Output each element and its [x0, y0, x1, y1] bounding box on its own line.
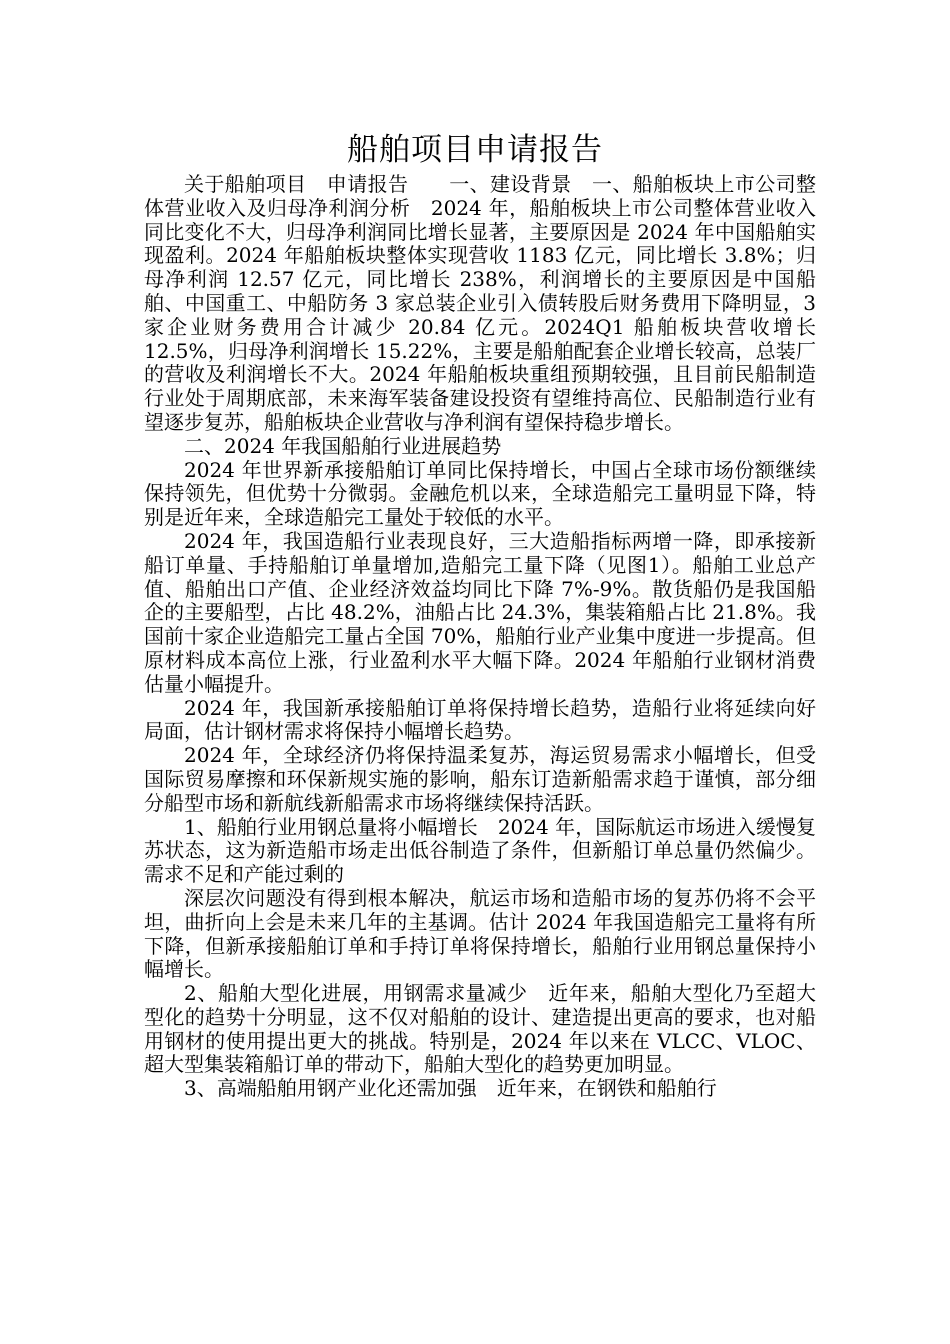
paragraph-3: 2024 年世界新承接船舶订单同比保持增长，中国占全球市场份额继续保持领先，但优势十分微弱。金融危机以来，全球造船完工量明显下降，特别是近年来，全球造船完工量处于较低的水平。 [144, 457, 816, 530]
paragraph-10: 3、高端船舶用钢产业化还需加强 近年来，在钢铁和船舶行 [184, 1076, 717, 1101]
paragraph-1: 关于船舶项目 申请报告 一、建设背景 一、船舶板块上市公司整体营业收入及归母净利润分析 2024 年，船舶板块上市公司整体营业收入同比变化不大，归母净利润同比增长显著，主要原因是 2024 年中国船舶实现盈利。2024 年船舶板块整体实现营收 1183 亿元，同比增长 3.8%；归母净利润 12.57 亿元，同比增长 238%，利润增长的主要原因是中国船舶、中国重工、中船防务 3 家总装企业引入债转股后财务费用下降明显，3 家企业财务费用合计减少 20.84 亿元。2024Q1 船舶板块营收增长 12.5%，归母净利润增长 15.22%，主要是船舶配套企业增长较高，总装厂的营收及利润增长不大。2024 年船舶板块重组预期较强，且目前民船制造行业处于周期底部，未来海军装备建设投资有望维持高位、民船制造行业有望逐步复苏，船舶板块企业营收与净利润有望保持稳步增长。 [144, 172, 816, 434]
document-body [144, 173, 816, 1101]
paragraph-2-heading: 二、2024 年我国船舶行业进展趋势 [184, 433, 502, 458]
paragraph-9: 2、船舶大型化进展，用钢需求量减少 近年来，船舶大型化乃至超大型化的趋势十分明显，这不仅对船舶的设计、建造提出更高的要求，也对船用钢材的使用提出更大的挑战。特别是，2024 年以来在 VLCC、VLOC、超大型集装箱船订单的带动下，船舶大型化的趋势更加明显。 [144, 981, 816, 1077]
paragraph-8: 深层次问题没有得到根本解决，航运市场和造船市场的复苏仍将不会平坦，曲折向上会是未来几年的主基调。估计 2024 年我国造船完工量将有所下降，但新承接船舶订单和手持订单将保持增长，船舶行业用钢总量保持小幅增长。 [144, 885, 816, 982]
paragraph-6: 2024 年，全球经济仍将保持温柔复苏，海运贸易需求小幅增长，但受国际贸易摩擦和环保新规实施的影响，船东订造新船需求趋于谨慎，部分细分船型市场和新航线新船需求市场将继续保持活跃。 [144, 743, 816, 815]
document-title: 船舶项目申请报告 [347, 132, 603, 168]
paragraph-4: 2024 年，我国造船行业表现良好，三大造船指标两增一降，即承接新船订单量、手持船舶订单量增加,造船完工量下降（见图1）。船舶工业总产值、船舶出口产值、企业经济效益均同比下降 7%-9%。散货船仍是我国船企的主要船型，占比 48.2%，油船占比 24.3%，集装箱船占比 21.8%。我国前十家企业造船完工量占全国 70%，船舶行业产业集中度进一步提高。但原材料成本高位上涨，行业盈利水平大幅下降。2024 年船舶行业钢材消费估量小幅提升。 [144, 528, 816, 696]
paragraph-7: 1、船舶行业用钢总量将小幅增长 2024 年，国际航运市场进入缓慢复苏状态，这为新造船市场走出低谷制造了条件，但新船订单总量仍然偏少。需求不足和产能过剩的 [144, 814, 816, 887]
paragraph-5: 2024 年，我国新承接船舶订单将保持增长趋势，造船行业将延续向好局面，估计钢材需求将保持小幅增长趋势。 [144, 695, 816, 744]
